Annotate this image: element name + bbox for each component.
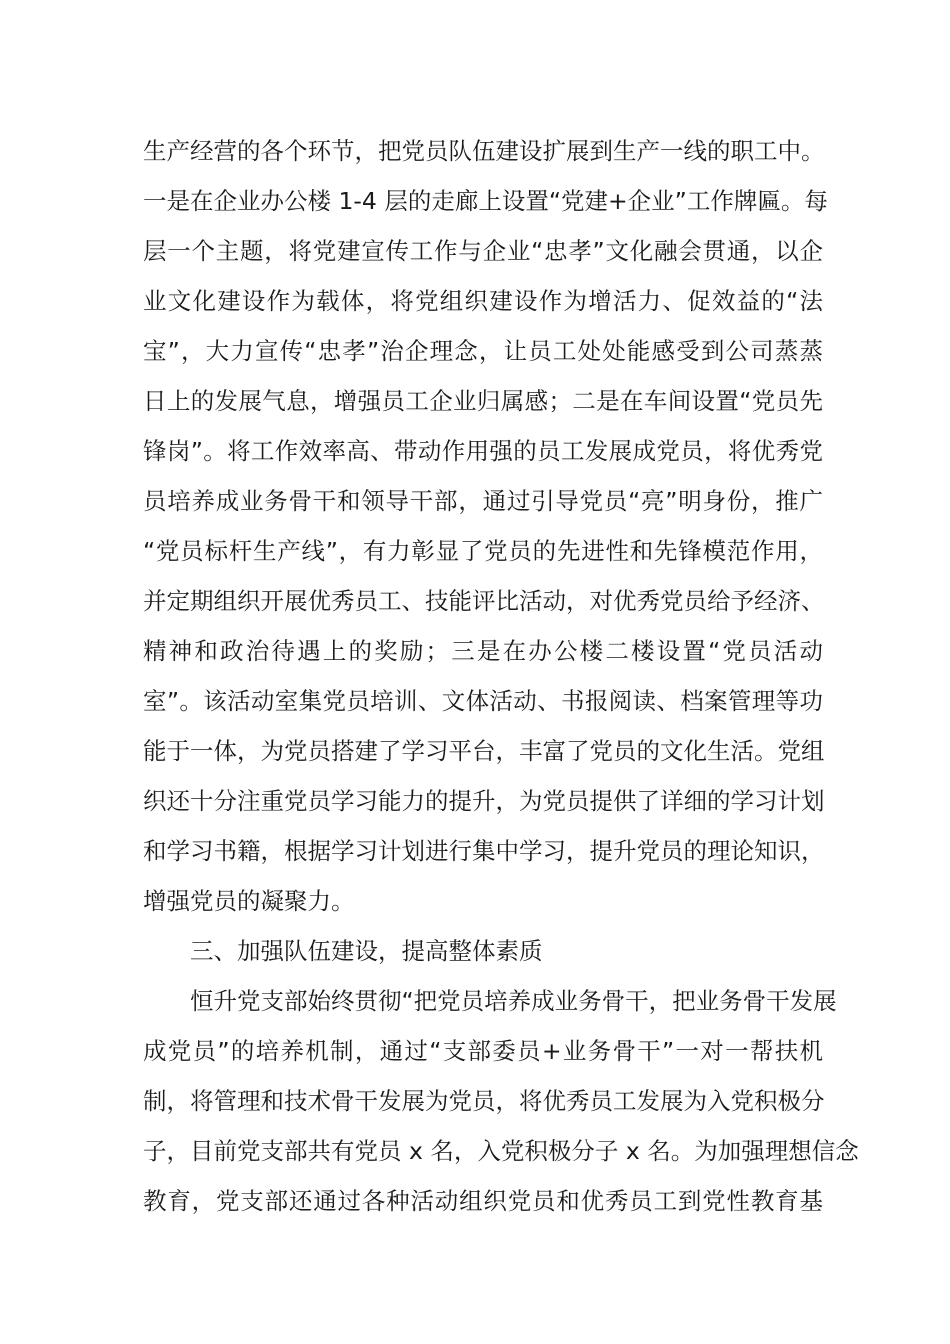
- text-line: 教育，党支部还通过各种活动组织党员和优秀员工到党性教育基: [143, 1187, 823, 1215]
- text-line: 能于一体，为党员搭建了学习平台，丰富了党员的文化生活。党组: [143, 737, 825, 765]
- text-line: 成党员”的培养机制，通过“支部委员+业务骨干”一对一帮扶机: [143, 1037, 823, 1065]
- text-line: 一是在企业办公楼 1-4 层的走廊上设置“党建+企业”工作牌匾。每: [143, 187, 828, 215]
- text-line: 日上的发展气息，增强员工企业归属感；二是在车间设置“党员先: [143, 387, 823, 415]
- text-line: 精神和政治待遇上的奖励；三是在办公楼二楼设置“党员活动: [143, 637, 823, 665]
- text-line: 室”。该活动室集党员培训、文体活动、书报阅读、档案管理等功: [143, 687, 823, 715]
- text-line: 制，将管理和技术骨干发展为党员，将优秀员工发展为入党积极分: [143, 1087, 825, 1115]
- text-line: “党员标杆生产线”，有力彰显了党员的先进性和先锋模范作用，: [143, 537, 823, 565]
- text-line: 宝”，大力宣传“忠孝”治企理念，让员工处处能感受到公司蒸蒸: [143, 337, 823, 365]
- text-line: 恒升党支部始终贯彻“把党员培养成业务骨干，把业务骨干发展: [190, 987, 837, 1015]
- text-line: 子，目前党支部共有党员 x 名，入党积极分子 x 名。为加强理想信念: [143, 1137, 859, 1165]
- text-line: 并定期组织开展优秀员工、技能评比活动，对优秀党员给予经济、: [143, 587, 825, 615]
- text-line: 织还十分注重党员学习能力的提升，为党员提供了详细的学习计划: [143, 787, 825, 815]
- section-heading: 三、加强队伍建设，提高整体素质: [190, 937, 543, 965]
- text-line: 业文化建设作为载体，将党组织建设作为增活力、促效益的“法: [143, 287, 823, 315]
- text-line: 锋岗”。将工作效率高、带动作用强的员工发展成党员，将优秀党: [143, 437, 823, 465]
- text-line: 员培养成业务骨干和领导干部，通过引导党员“亮”明身份，推广: [143, 487, 823, 515]
- text-line: 层一个主题，将党建宣传工作与企业“忠孝”文化融会贯通，以企: [143, 237, 823, 265]
- text-line: 增强党员的凝聚力。: [143, 887, 355, 915]
- text-line: 和学习书籍，根据学习计划进行集中学习，提升党员的理论知识，: [143, 837, 825, 865]
- text-line: 生产经营的各个环节，把党员队伍建设扩展到生产一线的职工中。: [143, 137, 825, 165]
